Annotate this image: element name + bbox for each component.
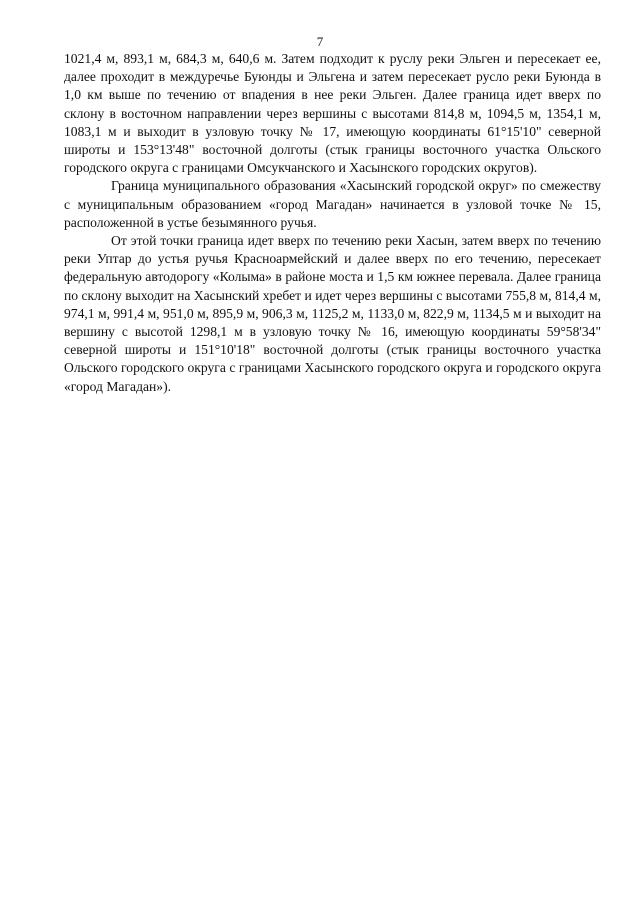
paragraph-boundary-continuation: 1021,4 м, 893,1 м, 684,3 м, 640,6 м. Затем подходит к руслу реки Эльген и пересекает ее, далее проходит в междуречье Буюнды и Эльгена и затем пересекает русло реки Буюнда в 1,0 км выше по течению от впадения в нее реки Эльген. Далее граница идет вверх по склону в восточном направлении через вершины с высотами 814,8 м, 1094,5 м, 1354,1 м, 1083,1 м и выходит в узловую точку № 17, имеющую координаты 61°15'10" северной широты и 153°13'48" восточной долготы (стык границы восточного участка Ольского городского округа с границами Омсукчанского и Хасынского городских округов).	[64, 51, 601, 176]
document-body	[64, 50, 601, 396]
paragraph-khasyn-magadan-boundary-start: Граница муниципального образования «Хасынский городской округ» по смежеству с муниципальным образованием «город Магадан» начинается в узловой точке № 15, расположенной в устье безымянного ручья.	[64, 178, 601, 230]
paragraph-khasyn-magadan-boundary-route: От этой точки граница идет вверх по течению реки Хасын, затем вверх по течению реки Уптар до устья ручья Красноармейский и далее вверх по его течению, пересекает федеральную автодорогу «Колыма» в районе моста и 1,5 км южнее перевала. Далее граница по склону выходит на Хасынский хребет и идет через вершины с высотами 755,8 м, 814,4 м, 974,1 м, 991,4 м, 951,0 м, 895,9 м, 906,3 м, 1125,2 м, 1133,0 м, 822,9 м, 1134,5 м и выходит на вершину с высотой 1298,1 м в узловую точку № 16, имеющую координаты 59°58'34" северной широты и 151°10'18" восточной долготы (стык границы восточного участка Ольского городского округа с границами Хасынского городского округа и городского округа «город Магадан»).	[64, 233, 601, 394]
page-number: 7	[316, 34, 324, 49]
